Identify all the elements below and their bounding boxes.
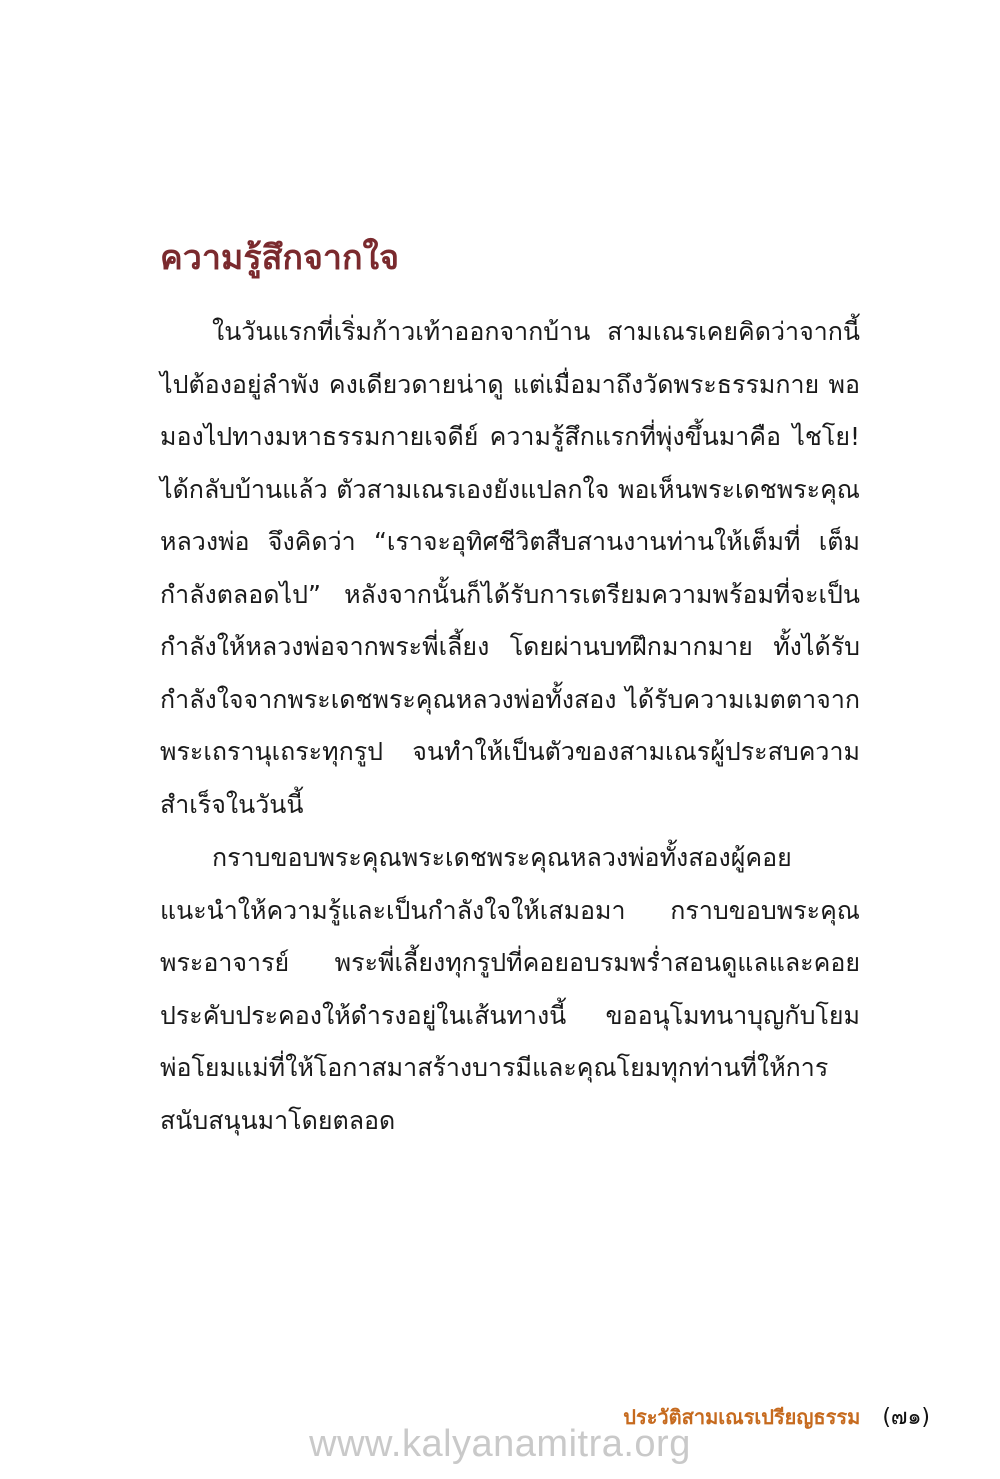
watermark-url: www.kalyanamitra.org [309,1423,691,1465]
page-title: ความรู้สึกจากใจ [160,238,400,278]
footer-book-title: ประวัติสามเณรเปรียญธรรม [623,1405,861,1429]
paragraph-2: กราบขอบพระคุณพระเดชพระคุณหลวงพ่อทั้งสองผู้คอยแนะนำให้ความรู้และเป็นกำลังใจให้เสมอมา กราบขอบพระคุณพระอาจารย์ พระพี่เลี้ยงทุกรูปที่คอยอบรมพร่ำสอนดูแลและคอยประคับประคองให้ดำรงอยู่ในเส้นทางนี้ ขออนุโมทนาบุญกับโยมพ่อโยมแม่ที่ให้โอกาสมาสร้างบารมีและคุณโยมทุกท่านที่ให้การสนับสนุนมาโดยตลอด [160,843,860,1135]
page-number: (๗๑) [882,1405,930,1430]
paragraph-1: ในวันแรกที่เริ่มก้าวเท้าออกจากบ้าน สามเณรเคยคิดว่าจากนี้ไปต้องอยู่ลำพัง คงเดียวดายน่าดู แต่เมื่อมาถึงวัดพระธรรมกาย พอมองไปทางมหาธรรมกายเจดีย์ ความรู้สึกแรกที่พุ่งขึ้นมาคือ ไชโย! ได้กลับบ้านแล้ว ตัวสามเณรเองยังแปลกใจ พอเห็นพระเดชพระคุณหลวงพ่อ จึงคิดว่า “เราจะอุทิศชีวิตสืบสานงานท่านให้เต็มที่ เต็มกำลังตลอดไป” หลังจากนั้นก็ได้รับการเตรียมความพร้อมที่จะเป็นกำลังให้หลวงพ่อจากพระพี่เลี้ยง โดยผ่านบทฝึกมากมาย ทั้งได้รับกำลังใจจากพระเดชพระคุณหลวงพ่อทั้งสอง ได้รับความเมตตาจากพระเถรานุเถระทุกรูป จนทำให้เป็นตัวของสามเณรผู้ประสบความสำเร็จในวันนี้ [160,317,860,819]
